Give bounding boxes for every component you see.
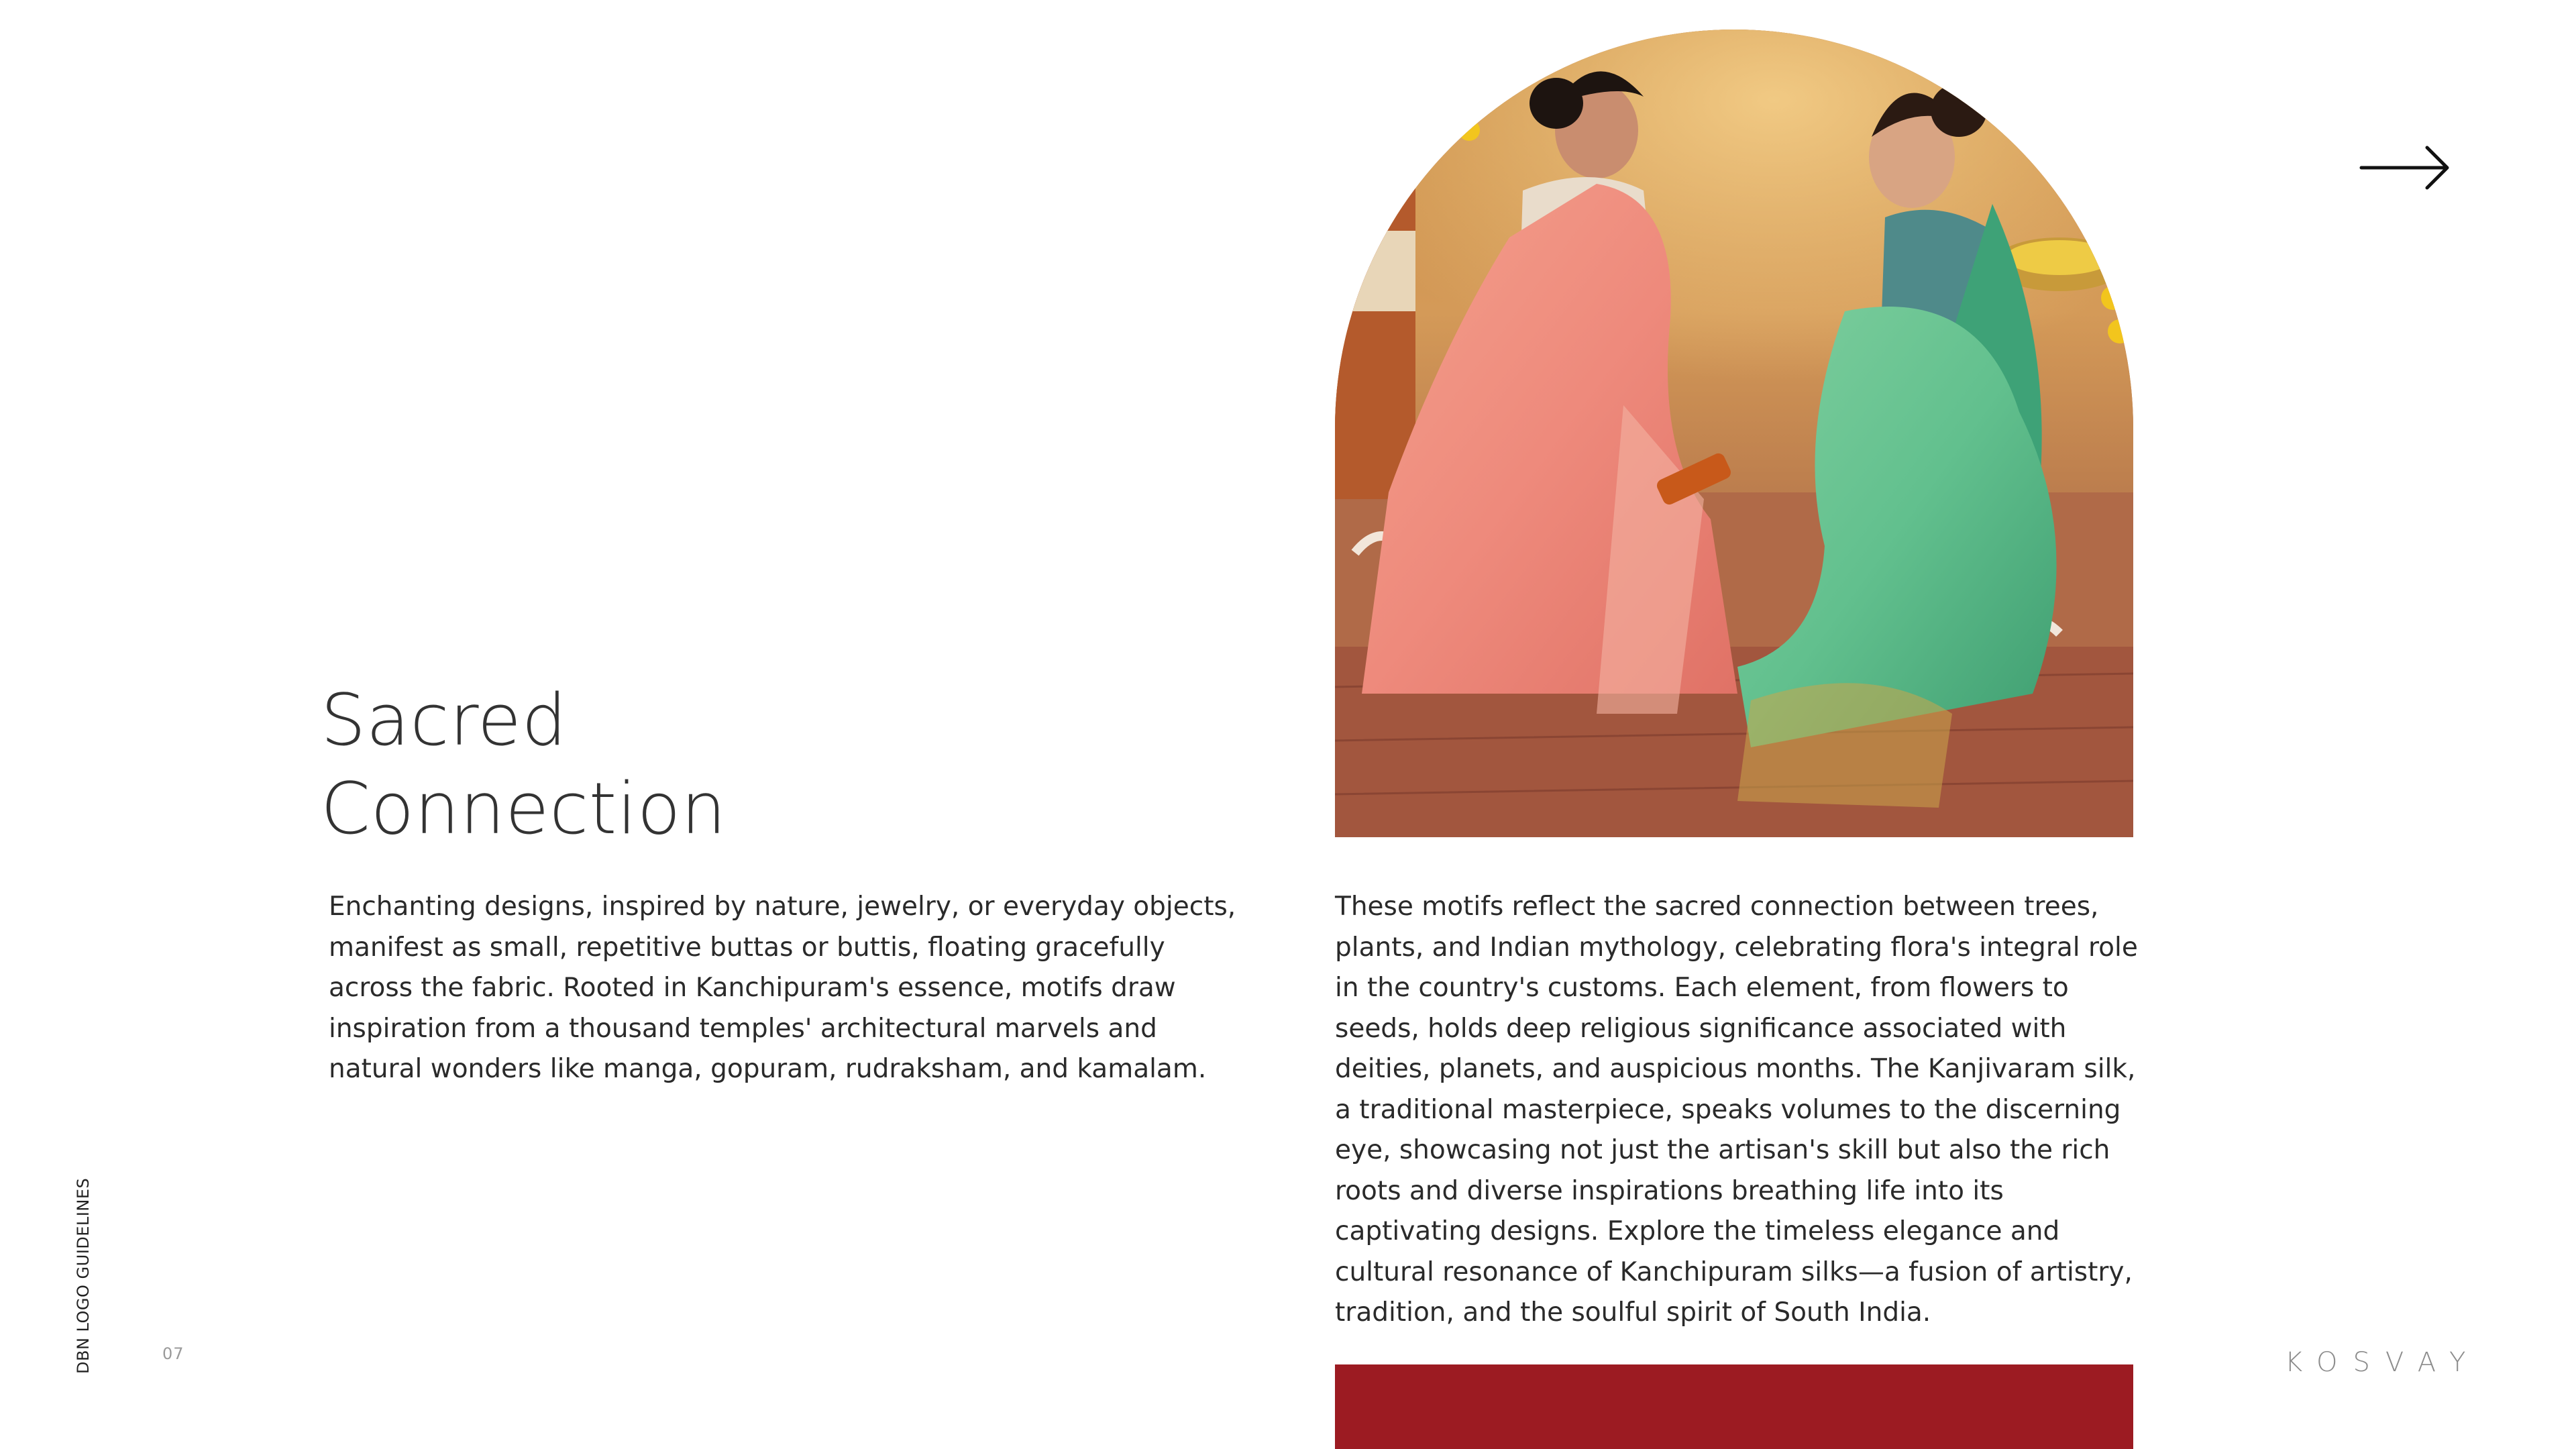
accent-color-block [1335, 1364, 2133, 1449]
page-number: 07 [162, 1344, 184, 1363]
title-line-1: Sacred [321, 679, 568, 761]
side-label: DBN LOGO GUIDELINES [74, 1177, 93, 1374]
arrow-right-icon[interactable] [2359, 142, 2453, 193]
brand-logo: KOSVAY [2285, 1347, 2481, 1378]
page-title [321, 676, 727, 853]
saree-photo-illustration [1335, 30, 2133, 837]
title-line-2: Connection [321, 767, 727, 850]
body-text-right: These motifs reflect the sacred connection between trees, plants, and Indian mythology, celebrating flora's integral role in the country's customs. Each element, from flowers to seeds, holds deep religious significance associated with deities, planets, and auspicious months. The Kanjivaram silk, a traditional masterpiece, speaks volumes to the discerning eye, showcasing not just the artisan's skill but also the rich roots and diverse inspirations breathing life into its captivating designs. Explore the timeless elegance and cultural resonance of Kanchipuram silks—a fusion of artistry, tradition, and the soulful spirit of South India. [1335, 892, 2138, 1328]
hero-photo [1335, 30, 2133, 837]
body-text-left: Enchanting designs, inspired by nature, jewelry, or everyday objects, manifest as small, repetitive buttas or buttis, floating gracefully across the fabric. Rooted in Kanchipuram's essence, motifs draw inspiration from a thousand temples' architectural marvels and natural wonders like manga, gopuram, rudraksham, and kamalam. [329, 892, 1236, 1084]
